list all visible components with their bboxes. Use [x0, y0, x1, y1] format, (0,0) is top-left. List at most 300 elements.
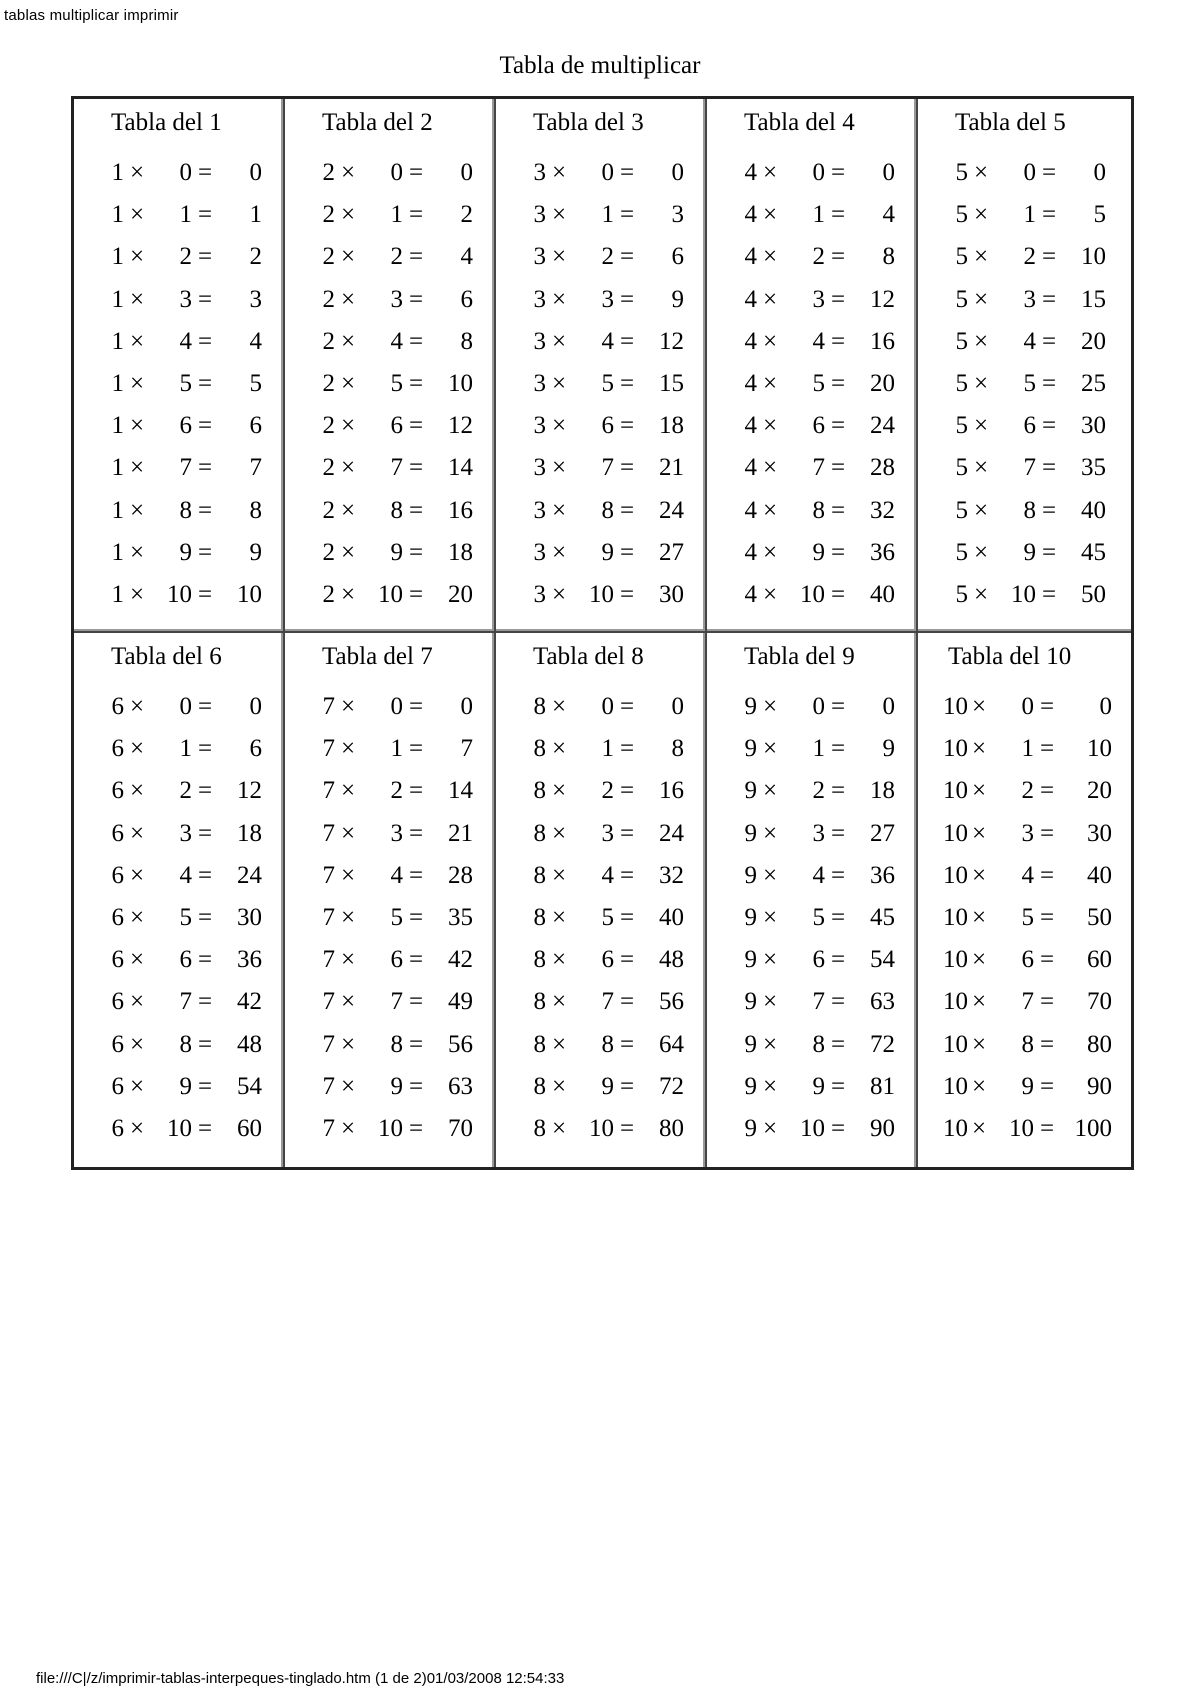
product: 6	[249, 735, 262, 763]
multiplier: 1	[1021, 735, 1034, 763]
table-title: Tabla del 9	[744, 643, 855, 670]
product: 0	[249, 693, 262, 720]
times-sign: ×	[552, 693, 567, 720]
equals-sign: =	[1042, 201, 1057, 229]
times-sign: ×	[130, 243, 145, 271]
times-sign: ×	[974, 412, 989, 440]
times-sign: ×	[552, 159, 567, 186]
factor: 9	[744, 861, 757, 889]
table-row	[496, 159, 707, 189]
table-row	[74, 497, 285, 527]
table-row	[285, 370, 496, 400]
factor: 4	[744, 370, 757, 397]
table-row	[918, 1031, 1131, 1061]
product: 8	[249, 496, 262, 524]
table-row	[74, 1031, 285, 1061]
multiplier: 6	[812, 412, 825, 440]
equals-sign: =	[831, 454, 846, 482]
table-row	[285, 201, 496, 231]
factor: 1	[111, 370, 124, 397]
product: 8	[671, 735, 684, 763]
factor: 8	[533, 904, 546, 931]
factor: 5	[955, 327, 968, 355]
factor: 1	[111, 581, 124, 608]
multiplier: 5	[179, 904, 192, 931]
equals-sign: =	[831, 1030, 846, 1058]
equals-sign: =	[409, 735, 424, 763]
product: 21	[659, 454, 684, 482]
times-sign: ×	[552, 454, 567, 482]
equals-sign: =	[620, 693, 635, 720]
table-row	[74, 820, 285, 850]
multiplier: 1	[812, 201, 825, 229]
equals-sign: =	[1042, 327, 1057, 355]
factor: 2	[322, 496, 335, 524]
product: 1	[249, 201, 262, 229]
table-row	[918, 777, 1131, 807]
times-sign: ×	[972, 861, 987, 889]
equals-sign: =	[1040, 904, 1055, 931]
multiplier: 5	[812, 904, 825, 931]
product: 5	[249, 370, 262, 397]
multiplier: 4	[812, 861, 825, 889]
table-row	[496, 286, 707, 316]
table-row	[74, 243, 285, 273]
factor: 6	[111, 735, 124, 763]
times-sign: ×	[763, 496, 778, 524]
equals-sign: =	[198, 412, 213, 440]
equals-sign: =	[409, 496, 424, 524]
table-row	[918, 412, 1131, 442]
multiplier: 5	[1023, 370, 1036, 397]
product: 6	[460, 285, 473, 313]
equals-sign: =	[831, 327, 846, 355]
table-title: Tabla del 8	[533, 643, 644, 670]
multiplier: 9	[1021, 1072, 1034, 1100]
equals-sign: =	[198, 159, 213, 186]
product: 60	[237, 1115, 262, 1142]
times-sign: ×	[130, 1030, 145, 1058]
factor: 2	[322, 412, 335, 440]
equals-sign: =	[198, 285, 213, 313]
equals-sign: =	[620, 735, 635, 763]
equals-sign: =	[198, 581, 213, 608]
table-title: Tabla del 4	[744, 109, 855, 136]
product: 40	[870, 581, 895, 608]
factor: 1	[111, 243, 124, 271]
equals-sign: =	[1042, 159, 1057, 186]
factor: 8	[533, 693, 546, 720]
table-row	[285, 412, 496, 442]
multiplier: 7	[1021, 988, 1034, 1016]
times-sign: ×	[552, 201, 567, 229]
factor: 8	[533, 819, 546, 847]
factor: 7	[322, 693, 335, 720]
multiplier: 5	[601, 370, 614, 397]
product: 9	[671, 285, 684, 313]
table-row	[496, 946, 707, 976]
factor: 10	[943, 693, 968, 720]
product: 20	[870, 370, 895, 397]
factor: 9	[744, 735, 757, 763]
times-sign: ×	[341, 285, 356, 313]
factor: 4	[744, 201, 757, 229]
multiplier: 3	[601, 285, 614, 313]
table-row	[918, 1073, 1131, 1103]
multiplier: 8	[179, 1030, 192, 1058]
times-sign: ×	[341, 735, 356, 763]
times-sign: ×	[552, 538, 567, 566]
factor: 4	[744, 159, 757, 186]
times-sign: ×	[341, 1115, 356, 1142]
multiplier: 6	[390, 946, 403, 974]
equals-sign: =	[198, 496, 213, 524]
times-sign: ×	[552, 581, 567, 608]
multiplier: 0	[812, 159, 825, 186]
times-sign: ×	[130, 327, 145, 355]
factor: 2	[322, 243, 335, 271]
factor: 8	[533, 946, 546, 974]
times-sign: ×	[341, 581, 356, 608]
product: 10	[448, 370, 473, 397]
times-sign: ×	[341, 861, 356, 889]
table-row	[74, 1073, 285, 1103]
equals-sign: =	[1040, 1115, 1055, 1142]
product: 12	[870, 285, 895, 313]
table-row	[285, 1031, 496, 1061]
factor: 4	[744, 454, 757, 482]
factor: 7	[322, 946, 335, 974]
factor: 9	[744, 988, 757, 1016]
multiplier: 0	[1023, 159, 1036, 186]
multiplier: 7	[179, 454, 192, 482]
table-row	[496, 1073, 707, 1103]
multiplier: 9	[601, 538, 614, 566]
product: 12	[237, 777, 262, 805]
factor: 3	[533, 243, 546, 271]
factor: 1	[111, 412, 124, 440]
product: 4	[882, 201, 895, 229]
equals-sign: =	[409, 454, 424, 482]
table-row	[707, 820, 918, 850]
multiplier: 7	[601, 454, 614, 482]
multiplier: 8	[601, 1030, 614, 1058]
times-sign: ×	[130, 904, 145, 931]
product: 14	[448, 454, 473, 482]
equals-sign: =	[831, 693, 846, 720]
table-cell	[707, 99, 918, 633]
equals-sign: =	[620, 861, 635, 889]
equals-sign: =	[409, 861, 424, 889]
product: 63	[448, 1072, 473, 1100]
multiplier: 0	[601, 693, 614, 720]
product: 56	[448, 1030, 473, 1058]
factor: 4	[744, 243, 757, 271]
product: 18	[237, 819, 262, 847]
times-sign: ×	[972, 693, 987, 720]
factor: 7	[322, 904, 335, 931]
table-row	[918, 159, 1131, 189]
factor: 1	[111, 538, 124, 566]
table-row	[74, 946, 285, 976]
equals-sign: =	[831, 412, 846, 440]
product: 81	[870, 1072, 895, 1100]
multiplier: 2	[812, 777, 825, 805]
table-title: Tabla del 7	[322, 643, 433, 670]
equals-sign: =	[1040, 735, 1055, 763]
equals-sign: =	[620, 370, 635, 397]
times-sign: ×	[552, 777, 567, 805]
equals-sign: =	[831, 946, 846, 974]
equals-sign: =	[620, 159, 635, 186]
product: 0	[882, 159, 895, 186]
factor: 7	[322, 1030, 335, 1058]
page-footer-text: file:///C|/z/imprimir-tablas-interpeques-tinglado.htm (1 de 2)01/03/2008 12:54:33	[36, 1670, 565, 1687]
multiplier: 2	[601, 243, 614, 271]
multiplier: 4	[390, 861, 403, 889]
times-sign: ×	[763, 946, 778, 974]
factor: 5	[955, 201, 968, 229]
table-row	[74, 370, 285, 400]
table-row	[918, 946, 1131, 976]
product: 27	[659, 538, 684, 566]
times-sign: ×	[341, 819, 356, 847]
factor: 10	[943, 861, 968, 889]
equals-sign: =	[1042, 496, 1057, 524]
factor: 9	[744, 1030, 757, 1058]
table-row	[74, 328, 285, 358]
multiplier: 6	[179, 946, 192, 974]
times-sign: ×	[974, 538, 989, 566]
table-title: Tabla del 1	[111, 109, 222, 136]
factor: 10	[943, 735, 968, 763]
multiplier: 10	[800, 1115, 825, 1142]
product: 60	[1087, 946, 1112, 974]
factor: 5	[955, 454, 968, 482]
product: 3	[249, 285, 262, 313]
equals-sign: =	[198, 201, 213, 229]
multiplier: 4	[1023, 327, 1036, 355]
table-row	[496, 581, 707, 611]
multiplier: 10	[167, 1115, 192, 1142]
times-sign: ×	[552, 327, 567, 355]
multiplier: 1	[179, 735, 192, 763]
multiplier: 3	[812, 285, 825, 313]
table-cell	[707, 633, 918, 1167]
product: 20	[448, 581, 473, 608]
times-sign: ×	[763, 735, 778, 763]
factor: 10	[943, 819, 968, 847]
equals-sign: =	[409, 693, 424, 720]
equals-sign: =	[409, 243, 424, 271]
times-sign: ×	[341, 904, 356, 931]
times-sign: ×	[552, 412, 567, 440]
equals-sign: =	[620, 1030, 635, 1058]
table-row	[285, 243, 496, 273]
times-sign: ×	[972, 988, 987, 1016]
factor: 8	[533, 735, 546, 763]
multiplier: 10	[378, 581, 403, 608]
factor: 4	[744, 581, 757, 608]
product: 15	[1081, 285, 1106, 313]
table-title: Tabla del 2	[322, 109, 433, 136]
equals-sign: =	[620, 327, 635, 355]
equals-sign: =	[831, 243, 846, 271]
multiplier: 6	[601, 412, 614, 440]
table-row	[707, 412, 918, 442]
factor: 5	[955, 243, 968, 271]
equals-sign: =	[198, 1072, 213, 1100]
times-sign: ×	[130, 201, 145, 229]
multiplier: 10	[1011, 581, 1036, 608]
multiplier: 2	[179, 777, 192, 805]
factor: 4	[744, 412, 757, 440]
times-sign: ×	[763, 904, 778, 931]
product: 20	[1087, 777, 1112, 805]
product: 45	[870, 904, 895, 931]
times-sign: ×	[974, 454, 989, 482]
equals-sign: =	[831, 370, 846, 397]
product: 30	[1087, 819, 1112, 847]
equals-sign: =	[198, 777, 213, 805]
product: 50	[1081, 581, 1106, 608]
times-sign: ×	[552, 861, 567, 889]
product: 8	[882, 243, 895, 271]
times-sign: ×	[763, 243, 778, 271]
multiplier: 4	[601, 861, 614, 889]
times-sign: ×	[552, 496, 567, 524]
equals-sign: =	[1040, 777, 1055, 805]
times-sign: ×	[130, 454, 145, 482]
factor: 8	[533, 777, 546, 805]
factor: 10	[943, 1072, 968, 1100]
table-row	[496, 497, 707, 527]
table-row	[74, 286, 285, 316]
equals-sign: =	[198, 327, 213, 355]
times-sign: ×	[341, 946, 356, 974]
multiplier: 7	[812, 988, 825, 1016]
factor: 3	[533, 538, 546, 566]
multiplier: 8	[390, 496, 403, 524]
multiplier: 4	[601, 327, 614, 355]
multiplier: 3	[1021, 819, 1034, 847]
table-row	[74, 454, 285, 484]
product: 0	[671, 693, 684, 720]
factor: 5	[955, 581, 968, 608]
multiplier: 1	[1023, 201, 1036, 229]
table-row	[707, 201, 918, 231]
times-sign: ×	[130, 693, 145, 720]
product: 35	[1081, 454, 1106, 482]
multiplier: 4	[179, 861, 192, 889]
multiplier: 9	[179, 1072, 192, 1100]
table-row	[285, 862, 496, 892]
table-cell	[285, 99, 496, 633]
factor: 10	[943, 904, 968, 931]
table-row	[496, 904, 707, 934]
table-row	[285, 820, 496, 850]
product: 5	[1093, 201, 1106, 229]
equals-sign: =	[409, 412, 424, 440]
table-row	[285, 581, 496, 611]
table-title: Tabla del 3	[533, 109, 644, 136]
equals-sign: =	[409, 777, 424, 805]
table-row	[707, 370, 918, 400]
table-row	[707, 1073, 918, 1103]
equals-sign: =	[831, 159, 846, 186]
table-row	[285, 1115, 496, 1145]
factor: 10	[943, 988, 968, 1016]
product: 15	[659, 370, 684, 397]
times-sign: ×	[341, 1072, 356, 1100]
table-row	[707, 862, 918, 892]
factor: 1	[111, 454, 124, 482]
times-sign: ×	[341, 538, 356, 566]
table-row	[285, 286, 496, 316]
table-row	[918, 1115, 1131, 1145]
product: 56	[659, 988, 684, 1016]
table-row	[496, 328, 707, 358]
factor: 4	[744, 327, 757, 355]
times-sign: ×	[552, 904, 567, 931]
multiplier: 10	[589, 1115, 614, 1142]
equals-sign: =	[1040, 861, 1055, 889]
multiplier: 3	[390, 819, 403, 847]
times-sign: ×	[552, 988, 567, 1016]
table-cell	[918, 99, 1131, 633]
times-sign: ×	[130, 861, 145, 889]
product: 40	[1081, 496, 1106, 524]
equals-sign: =	[620, 454, 635, 482]
times-sign: ×	[130, 285, 145, 313]
equals-sign: =	[620, 777, 635, 805]
multiplier: 0	[179, 159, 192, 186]
multiplier: 2	[390, 777, 403, 805]
table-row	[496, 735, 707, 765]
equals-sign: =	[198, 904, 213, 931]
multiplier: 4	[812, 327, 825, 355]
times-sign: ×	[763, 327, 778, 355]
product: 3	[671, 201, 684, 229]
product: 42	[448, 946, 473, 974]
product: 10	[1081, 243, 1106, 271]
multiplier: 9	[390, 1072, 403, 1100]
product: 30	[237, 904, 262, 931]
table-row	[707, 1115, 918, 1145]
multiplier: 0	[179, 693, 192, 720]
times-sign: ×	[974, 581, 989, 608]
times-sign: ×	[763, 538, 778, 566]
factor: 2	[322, 285, 335, 313]
equals-sign: =	[198, 693, 213, 720]
multiplier: 7	[179, 988, 192, 1016]
table-row	[918, 286, 1131, 316]
table-row	[918, 454, 1131, 484]
factor: 3	[533, 496, 546, 524]
product: 27	[870, 819, 895, 847]
table-row	[918, 820, 1131, 850]
times-sign: ×	[763, 201, 778, 229]
table-cell	[285, 633, 496, 1167]
equals-sign: =	[620, 819, 635, 847]
times-sign: ×	[763, 412, 778, 440]
table-row	[496, 412, 707, 442]
product: 8	[460, 327, 473, 355]
table-row	[918, 328, 1131, 358]
product: 90	[1087, 1072, 1112, 1100]
product: 0	[671, 159, 684, 186]
multiplier: 9	[179, 538, 192, 566]
